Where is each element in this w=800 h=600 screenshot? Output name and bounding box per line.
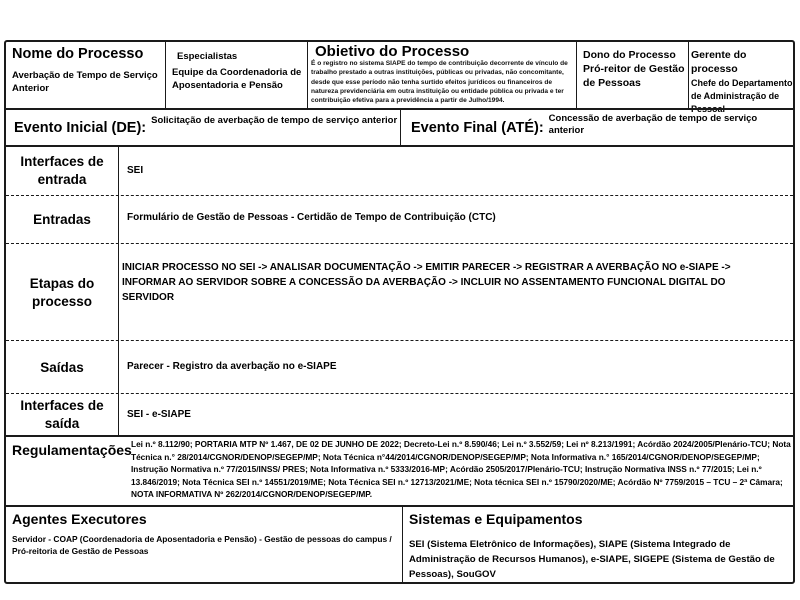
specialists-title: Especialistas: [177, 51, 238, 62]
agents-value: Servidor - COAP (Coordenadoria de Aposentadoria e Pensão) - Gestão de pessoas do campus / Pró-reitoria de Gestão de Pessoas: [12, 534, 392, 556]
divider: [400, 108, 401, 145]
initial-event-cell: [14, 112, 399, 146]
owner-value: Pró-reitor de Gestão de Pessoas: [583, 63, 685, 89]
manager-cell: [691, 48, 793, 116]
regulations-value: Lei n.º 8.112/90; PORTARIA MTP Nº 1.467, DE 02 DE JUNHO DE 2022; Decreto-Lei n.º 8.590/46; Lei n.º 3.552/59; Lei nº 8.213/1991; Acórdão 2024/2005/Plenário-TCU; Nota Técnica n.° 28/2014/CGNOR/DENOP/SEGEP/MP; Nota Técnica n°44/2014/CGNOR/DENOP/SEGEP/MP; Nota Informativa n.° 165/2014/CGNOR/DENOP/SEGEP/MP; Instrução Normativa n.º 77/2015/INSS/ PRES; Nota Informativa n.º 5333/2016-MP; Acórdão 2505/2017/Plenário-TCU; Instrução Normativa INSS n.º 77/2015; Lei n.º 13.846/2019; Nota Técnica SEI n.º 14551/2019/ME; Nota Técnica SEI n.º 12713/2021/ME; Nota técnica SEI n.º 15790/2020/ME; Acórdão Nº 7759/2015 – TCU – 2ª Câmara; NOTA INFORMATIVA Nº 262/2014/CGNOR/DENOP/SEGEP/MP.: [131, 439, 791, 499]
divider: [165, 42, 166, 108]
divider: [576, 42, 577, 108]
outputs-label: Saídas: [40, 359, 84, 375]
agents-title: Agentes Executores: [12, 511, 147, 527]
owner-title: Dono do Processo: [583, 49, 676, 61]
input-interfaces-value: SEI: [127, 165, 144, 176]
systems-cell: [409, 511, 789, 582]
final-event-cell: [411, 112, 791, 146]
dashed-divider: [6, 393, 793, 394]
dashed-divider: [6, 195, 793, 196]
process-name-value: Averbação de Tempo de Serviço Anterior: [12, 70, 158, 94]
initial-event-label: Evento Inicial (DE):: [14, 120, 147, 136]
divider: [118, 145, 119, 435]
objective-title: Obietivo do Processo: [315, 43, 470, 60]
divider: [402, 505, 403, 582]
systems-title: Sistemas e Equipamentos: [409, 511, 583, 527]
process-sheet: [4, 40, 795, 584]
specialists-value: Equipe da Coordenadoria de Aposentadoria e Pensão: [172, 67, 302, 91]
divider: [688, 42, 689, 108]
output-interfaces-value: SEI - e-SIAPE: [127, 409, 191, 420]
inputs-value: Formulário de Gestão de Pessoas - Certidão de Tempo de Contribuição (CTC): [127, 212, 496, 223]
agents-cell: [12, 511, 397, 557]
manager-title: Gerente do processo: [691, 49, 747, 75]
objective-cell: [311, 44, 576, 105]
divider: [6, 505, 793, 507]
specialists-cell: [172, 50, 307, 92]
outputs-value: Parecer - Registro da averbação no e-SIAPE: [127, 361, 337, 372]
inputs-label: Entradas: [33, 211, 91, 227]
systems-value: SEI (Sistema Eletrônico de Informações), SIAPE (Sistema Integrado de Administração de Recursos Humanos), e-SIAPE, SIGEPE (Sistema de Gestão de Pessoas), SouGOV: [409, 539, 775, 580]
divider: [6, 435, 793, 437]
output-interfaces-label: Interfaces de saída: [20, 398, 104, 431]
objective-text: É o registro no sistema SIAPE do tempo de contribuição decorrente de vínculo de trabalho prestado a outras instituições, públicas ou privadas, não concomitante, desde que esse período não tenha surtido efeitos jurídicos ou financeiros de natureza previdenciária em outra instituição ou entidade pública ou privada e ter contribuição efetiva para a previdência a partir de Julho/1994.: [311, 60, 568, 105]
regulations-label: Regulamentações: [12, 442, 132, 458]
owner-cell: [583, 48, 691, 90]
final-event-label: Evento Final (ATÉ):: [411, 120, 544, 136]
final-event-value: Concessão de averbação de tempo de serviço anterior: [548, 113, 758, 136]
steps-label: Etapas do processo: [29, 275, 95, 309]
manager-value: Chefe do Departamento de Administração de Pessoal: [691, 78, 793, 114]
divider: [307, 42, 308, 108]
initial-event-value: Solicitação de averbação de tempo de serviço anterior: [151, 115, 398, 126]
dashed-divider: [6, 243, 793, 244]
process-name-cell: [12, 46, 162, 95]
input-interfaces-label: Interfaces de entrada: [20, 154, 104, 187]
steps-value: INICIAR PROCESSO NO SEI -> ANALISAR DOCUMENTAÇÃO -> EMITIR PARECER -> REGISTRAR A AVERBAÇÃO NO e-SIAPE -> INFORMAR AO SERVIDOR SOBRE A CONCESSÃO DA AVERBAÇÃO -> INCLUIR NO ASSENTAMENTO FUNCIONAL DIGITAL DO SERVIDOR: [122, 262, 731, 303]
dashed-divider: [6, 340, 793, 341]
process-name-title: Nome do Processo: [12, 46, 144, 62]
